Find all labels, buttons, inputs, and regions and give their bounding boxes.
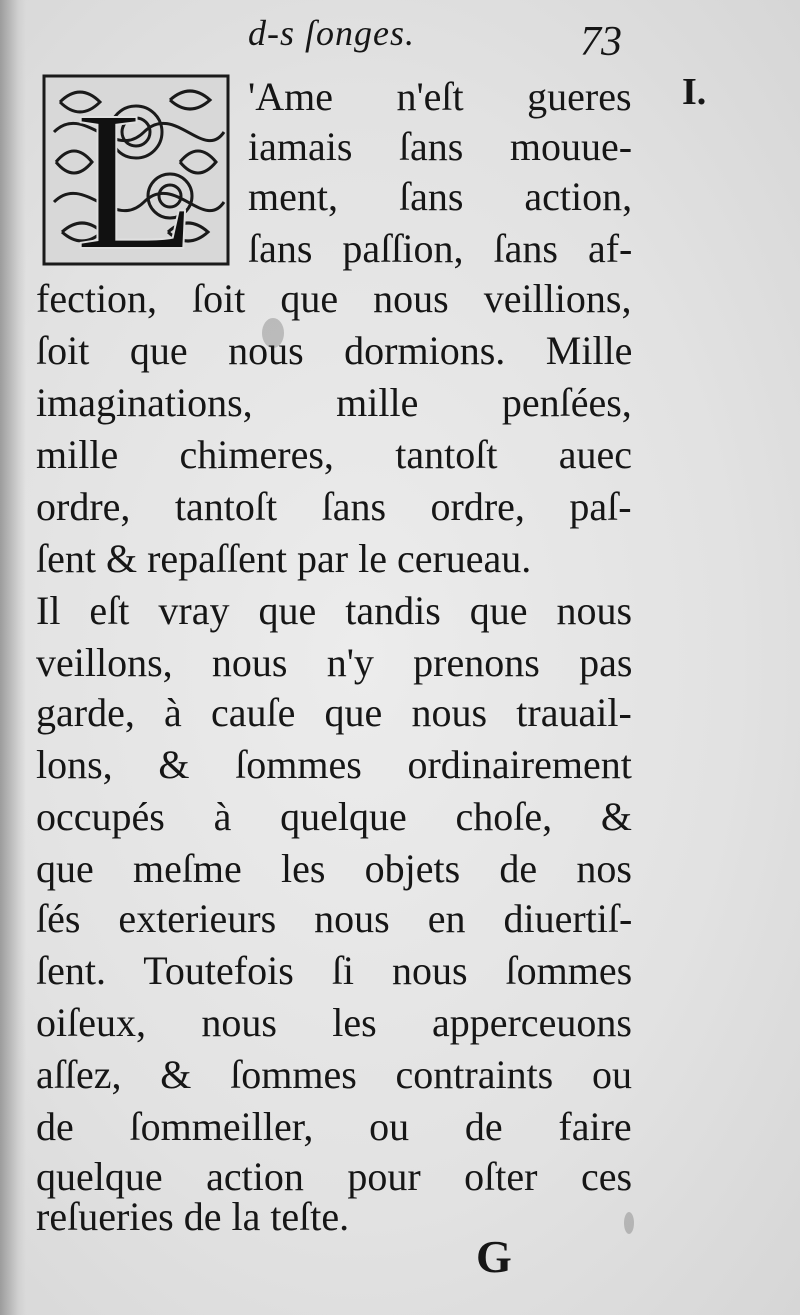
text-line: ſans paſſion, ſans af-: [248, 226, 633, 271]
text-line: aſſez, & ſommes contraints ou: [36, 1052, 632, 1097]
page-spine-shadow: [0, 0, 26, 1315]
page-number: 73: [580, 19, 622, 65]
text-line: garde, à cauſe que nous trauail-: [36, 690, 632, 735]
initial-letter: L: [74, 72, 198, 268]
margin-note: I.: [682, 71, 707, 113]
text-line: de ſommeiller, ou de faire: [36, 1104, 632, 1149]
text-line: lons, & ſommes ordinairement: [36, 742, 632, 787]
text-line: occupés à quelque choſe, &: [36, 794, 632, 839]
text-line: iamais ſans mouue-: [248, 124, 633, 169]
text-line: ment, ſans action,: [248, 174, 633, 219]
text-line: ſent & repaſſent par le cerueau.: [36, 536, 532, 581]
decorated-initial-letter: [40, 72, 232, 268]
text-line: reſueries de la teſte.: [36, 1194, 350, 1239]
text-line: fection, ſoit que nous veillions,: [36, 276, 632, 321]
text-line: mille chimeres, tantoſt auec: [36, 432, 633, 477]
text-line: 'Ame n'eſt gueres: [248, 74, 632, 119]
text-line: Il eſt vray que tandis que nous: [36, 588, 633, 633]
catchword: G: [476, 1231, 512, 1282]
text-line: quelque action pour oſter ces: [36, 1154, 633, 1199]
text-line: ordre, tantoſt ſans ordre, paſ-: [36, 484, 632, 529]
running-title: d-s ſonges.: [248, 13, 415, 53]
text-line: que meſme les objets de nos: [36, 846, 632, 891]
text-line: ſoit que nous dormions. Mille: [36, 328, 633, 373]
ink-smudge: [624, 1212, 634, 1234]
text-line: imaginations, mille penſées,: [36, 380, 632, 425]
text-line: oiſeux, nous les apperceuons: [36, 1000, 632, 1045]
text-line: veillons, nous n'y prenons pas: [36, 640, 633, 685]
text-line: ſent. Toutefois ſi nous ſommes: [36, 948, 633, 993]
text-line: ſés exterieurs nous en diuertiſ-: [36, 896, 633, 941]
